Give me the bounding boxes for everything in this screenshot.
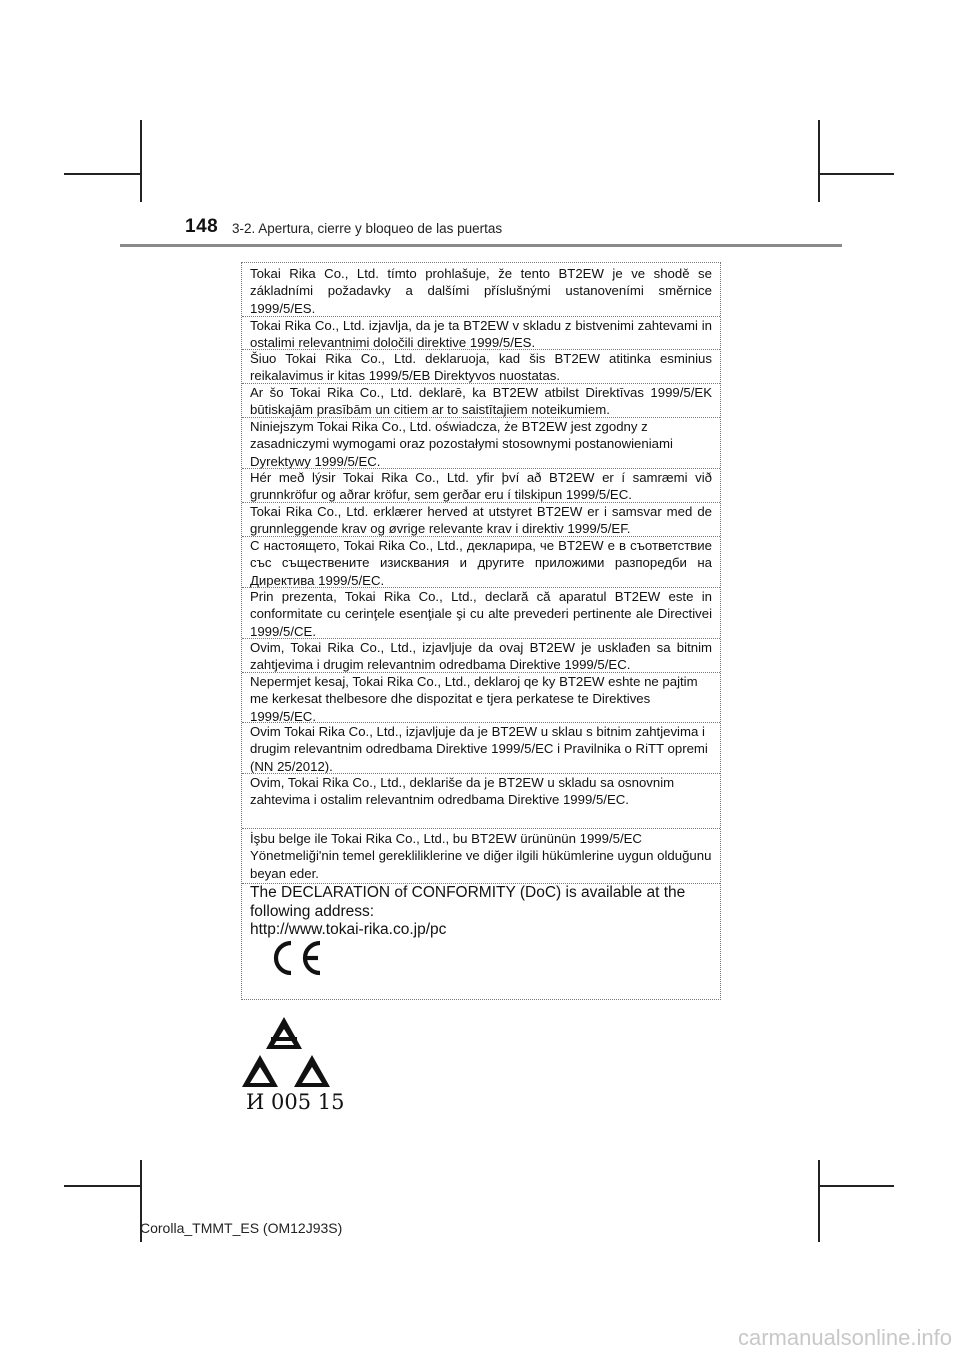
divider	[242, 828, 720, 829]
approval-code: И 005 15	[246, 1090, 345, 1114]
declaration-sl: Tokai Rika Co., Ltd. izjavlja, da je ta BT2EW v skladu z bistvenimi zahtevami in ostalimi relevantnimi določili direktive 1999/5/ES.	[250, 318, 712, 351]
watermark: carmanualsonline.info	[737, 1325, 952, 1350]
declaration-bs: Ovim, Tokai Rika Co., Ltd., izjavljuje da ovaj BT2EW je usklađen sa bitnim zahtjevima i drugim relevantnim odredbama Direktive 1999/5/EC.	[250, 640, 712, 673]
page-number: 148	[185, 216, 219, 237]
footer-model-code: Corolla_TMMT_ES (OM12J93S)	[140, 1220, 343, 1236]
section-title: 3-2. Apertura, cierre y bloqueo de las puertas	[232, 221, 503, 236]
declaration-cs: Tokai Rika Co., Ltd. tímto prohlašuje, že tento BT2EW je ve shodě se základními požadavky a dalšími příslušnými ustanoveními směrnice 1999/5/ES.	[250, 266, 712, 316]
doc-url-link[interactable]: http://www.tokai-rika.co.jp/pc	[250, 921, 447, 938]
crop-mark	[64, 1185, 140, 1187]
declaration-ro: Prin prezenta, Tokai Rika Co., Ltd., declară că aparatul BT2EW este in conformitate cu cerinţele esenţiale şi cu alte prevederi pertinente ale Directivei 1999/5/CE.	[250, 589, 712, 639]
declaration-tr: İşbu belge ile Tokai Rika Co., Ltd., bu BT2EW ürününün 1999/5/EC Yönetmeliği'nin temel gerekliliklerine ve diğer ilgili hükümlerine uygun olduğunu beyan eder.	[250, 831, 712, 881]
doc-notice-line1: The DECLARATION of CONFORMITY (DoC) is available at the	[250, 884, 686, 901]
header-rule	[120, 244, 842, 247]
declaration-no: Tokai Rika Co., Ltd. erklærer herved at utstyret BT2EW er i samsvar med de grunnleggende krav og øvrige relevante krav i direktiv 1999/5/EF.	[250, 504, 712, 537]
declaration-sr: Ovim, Tokai Rika Co., Ltd., deklariše da je BT2EW u skladu sa osnovnim zahtevima i ostalim relevantnim odredbama Direktive 1999/5/EC.	[250, 775, 675, 808]
crop-mark	[64, 173, 140, 175]
crop-mark	[818, 1160, 820, 1242]
crop-mark	[818, 1185, 894, 1187]
triangle-approval-icon	[240, 1015, 336, 1091]
crop-mark	[818, 173, 894, 175]
declaration-lv: Ar šo Tokai Rika Co., Ltd. deklarē, ka BT2EW atbilst Direktīvas 1999/5/EK būtiskajām prasībām un citiem ar to saistītajiem noteikumiem.	[250, 385, 712, 418]
declaration-pl: Niniejszym Tokai Rika Co., Ltd. oświadcza, że BT2EW jest zgodny z zasadniczymi wymogami oraz pozostałymi stosownymi postanowieniami Dyrektywy 1999/5/EC.	[250, 419, 673, 469]
ce-mark-icon	[266, 938, 326, 978]
declaration-lt: Šiuo Tokai Rika Co., Ltd. deklaruoja, kad šis BT2EW atitinka esminius reikalavimus ir kitas 1999/5/EB Direktyvos nuostatas.	[250, 351, 712, 384]
doc-notice-line2: following address:	[250, 902, 375, 920]
declaration-sq: Nepermjet kesaj, Tokai Rika Co., Ltd., deklaroj qe ky BT2EW eshte ne pajtim me kerkesat thelbesore dhe dispozitat e tjera perkatese te Direktives 1999/5/EC.	[250, 674, 698, 724]
declaration-bg: С настоящето, Tokai Rika Co., Ltd., декларира, че BT2EW е в съответствие със съществените изисквания и другите приложими разпоредби на Директива 1999/5/ЕС.	[250, 538, 712, 588]
doc-notice	[250, 884, 712, 940]
crop-mark	[818, 120, 820, 202]
declaration-is: Hér með lýsir Tokai Rika Co., Ltd. yfir því að BT2EW er í samræmi við grunnkröfur og aðrar kröfur, sem gerðar eru í tilskipun 1999/5/EC.	[250, 470, 712, 503]
crop-mark	[140, 120, 142, 202]
declarations-box	[241, 262, 721, 1000]
declaration-hr: Ovim Tokai Rika Co., Ltd., izjavljuje da je BT2EW u sklau s bitnim zahtjevima i drugim relevantnim odredbama Direktive 1999/5/EC i Pravilnika o RiTT opremi (NN 25/2012).	[250, 724, 708, 774]
